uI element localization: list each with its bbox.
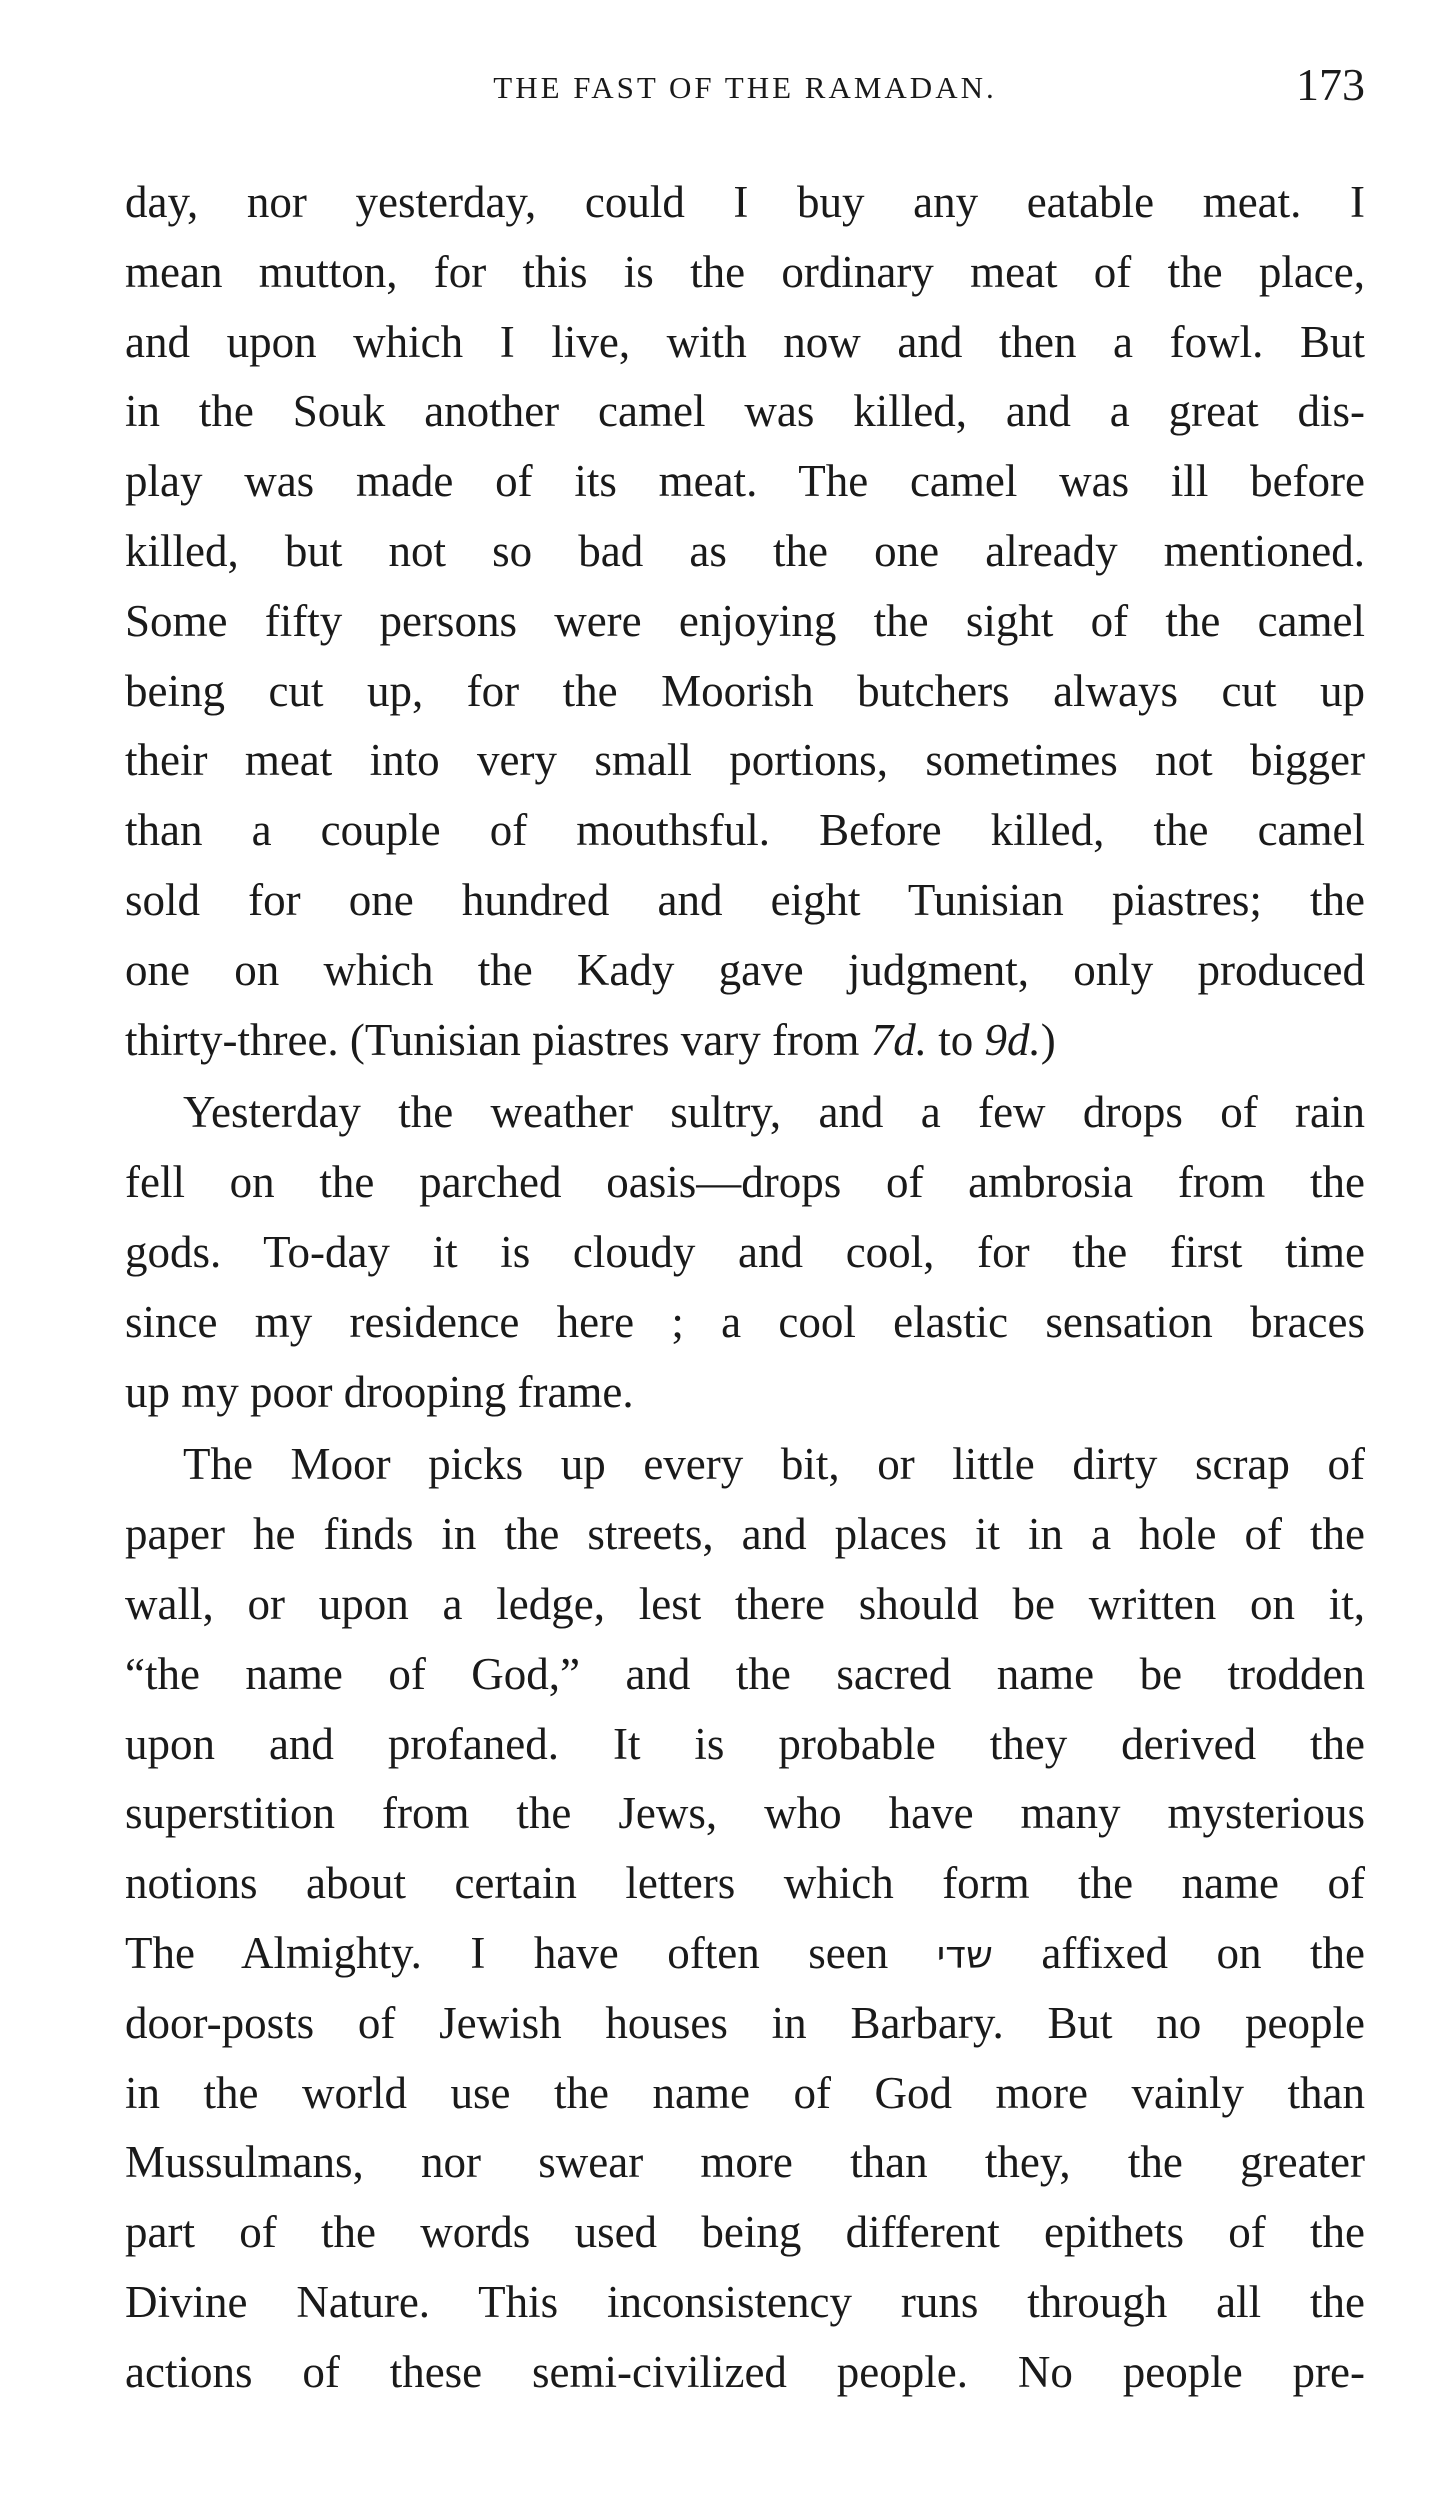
- text-line-with-hebrew: [125, 1919, 1365, 1989]
- text-line: wall, or upon a ledge, lest there should be written on it,: [125, 1578, 1365, 1629]
- text-fragment: ): [1040, 1014, 1056, 1065]
- paragraph-1: [125, 168, 1365, 1075]
- running-title: THE FAST OF THE RAMADAN.: [493, 70, 997, 105]
- text-line: play was made of its meat. The camel was ill before: [125, 456, 1365, 507]
- text-line: paper he finds in the streets, and places it in a hole of the: [125, 1509, 1365, 1560]
- text-line: their meat into very small portions, sometimes not bigger: [125, 735, 1365, 786]
- text-line: The Moor picks up every bit, or little dirty scrap of: [183, 1439, 1365, 1490]
- text-fragment: affixed on the: [992, 1927, 1365, 1978]
- text-fragment: The Almighty. I have often seen: [125, 1927, 937, 1978]
- paragraph-3: [125, 1430, 1365, 2407]
- text-line: actions of these semi-civilized people. No people pre-: [125, 2346, 1365, 2397]
- text-line: Some fifty persons were enjoying the sight of the camel: [125, 595, 1365, 646]
- italic-fragment: 9d.: [984, 1014, 1041, 1065]
- text-line-with-italics: [125, 1006, 1365, 1076]
- text-line: day, nor yesterday, could I buy any eatable meat. I: [125, 177, 1365, 227]
- text-line: killed, but not so bad as the one already mentioned.: [125, 525, 1365, 576]
- body-text: [125, 168, 1365, 2408]
- text-line: “the name of God,” and the sacred name be trodden: [125, 1648, 1365, 1699]
- text-line: up my poor drooping frame.: [125, 1366, 634, 1417]
- text-line: in the world use the name of God more vainly than: [125, 2067, 1365, 2118]
- text-line: Yesterday the weather sultry, and a few drops of rain: [183, 1087, 1365, 1138]
- hebrew-word: שדי: [936, 1932, 993, 1977]
- text-line: in the Souk another camel was killed, and a great dis-: [125, 386, 1365, 437]
- text-line: part of the words used being different epithets of the: [125, 2207, 1365, 2258]
- text-line: door-posts of Jewish houses in Barbary. But no people: [125, 1997, 1365, 2048]
- text-line: sold for one hundred and eight Tunisian piastres; the: [125, 874, 1365, 925]
- text-line: fell on the parched oasis—drops of ambrosia from the: [125, 1157, 1365, 1208]
- running-head: [125, 58, 1365, 118]
- text-fragment: thirty-three. (Tunisian piastres vary from: [125, 1014, 871, 1065]
- text-line: since my residence here ; a cool elastic sensation braces: [125, 1296, 1365, 1347]
- text-line: than a couple of mouthsful. Before killed, the camel: [125, 805, 1365, 856]
- text-line: upon and profaned. It is probable they derived the: [125, 1718, 1365, 1769]
- italic-fragment: 7d.: [870, 1014, 927, 1065]
- text-line: superstition from the Jews, who have many mysterious: [125, 1788, 1365, 1839]
- text-fragment: to: [926, 1014, 985, 1065]
- page-number: 173: [1296, 59, 1365, 110]
- text-line: Divine Nature. This inconsistency runs through all the: [125, 2276, 1365, 2327]
- text-line: and upon which I live, with now and then a fowl. But: [125, 316, 1365, 367]
- text-line: gods. To-day it is cloudy and cool, for the first time: [125, 1226, 1365, 1277]
- text-line: mean mutton, for this is the ordinary meat of the place,: [125, 246, 1365, 297]
- text-line: Mussulmans, nor swear more than they, the greater: [125, 2137, 1365, 2188]
- text-line: one on which the Kady gave judgment, only produced: [125, 944, 1365, 995]
- paragraph-2: [125, 1078, 1365, 1427]
- text-line: being cut up, for the Moorish butchers always cut up: [125, 665, 1365, 716]
- text-line: notions about certain letters which form the name of: [125, 1858, 1365, 1909]
